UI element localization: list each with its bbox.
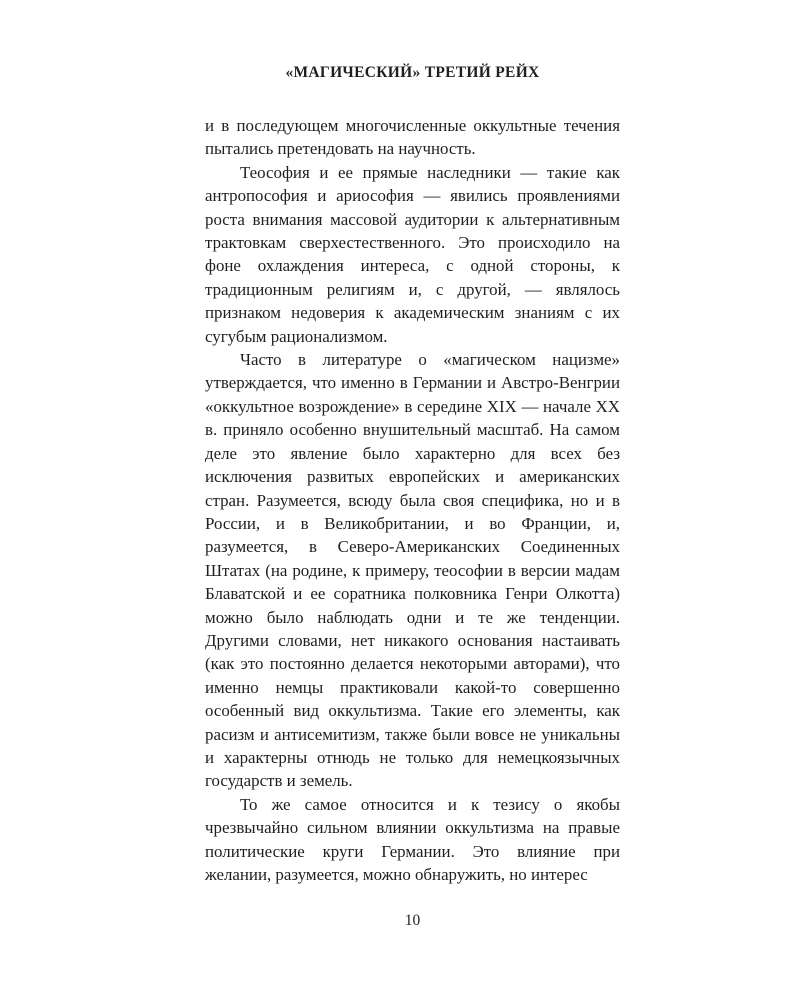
running-head: «МАГИЧЕСКИЙ» ТРЕТИЙ РЕЙХ [285, 64, 540, 81]
body-text [205, 114, 620, 886]
paragraph: То же самое относится и к тезису о якобы чрезвычайно сильном влиянии оккультизма на правые политические круги Германии. Это влияние при желании, разумеется, можно обнаружить, но интерес [205, 794, 620, 884]
page-number: 10 [404, 912, 421, 929]
paragraph: Часто в литературе о «магическом нацизме» утверждается, что именно в Германии и Австро-Венгрии «оккультное возрождение» в середине XIX — начале XX в. приняло особенно внушительный масштаб. На самом деле это явление было характерно для всех без исключения развитых европейских и американских стран. Разумеется, всюду была своя специфика, но и в России, и в Великобритании, и во Франции, и, разумеется, в Северо-Американских Соединенных Штатах (на родине, к примеру, теософии в версии мадам Блаватской и ее соратника полковника Генри Олкотта) можно было наблюдать одни и те же тенденции. Другими словами, нет никакого основания настаивать (как это постоянно делается некоторыми авторами), что именно немцы практиковали какой-то совершенно особенный вид оккультизма. Такие его элементы, как расизм и антисемитизм, также были вовсе не уникальны и характерны отнюдь не только для немецкоязычных государств и земель. [205, 350, 620, 791]
paragraph: и в последующем многочисленные оккультные течения пытались претендовать на научность. [205, 116, 620, 159]
paragraph: Теософия и ее прямые наследники — такие как антропософия и ариософия — явились проявлениями роста внимания массовой аудитории к альтернативным трактовкам сверхестественного. Это происходило на фоне охлаждения интереса, с одной стороны, к традиционным религиям и, с другой, — являлось признаком недоверия к академическим знаниям с их сугубым рационализмом. [205, 162, 620, 346]
